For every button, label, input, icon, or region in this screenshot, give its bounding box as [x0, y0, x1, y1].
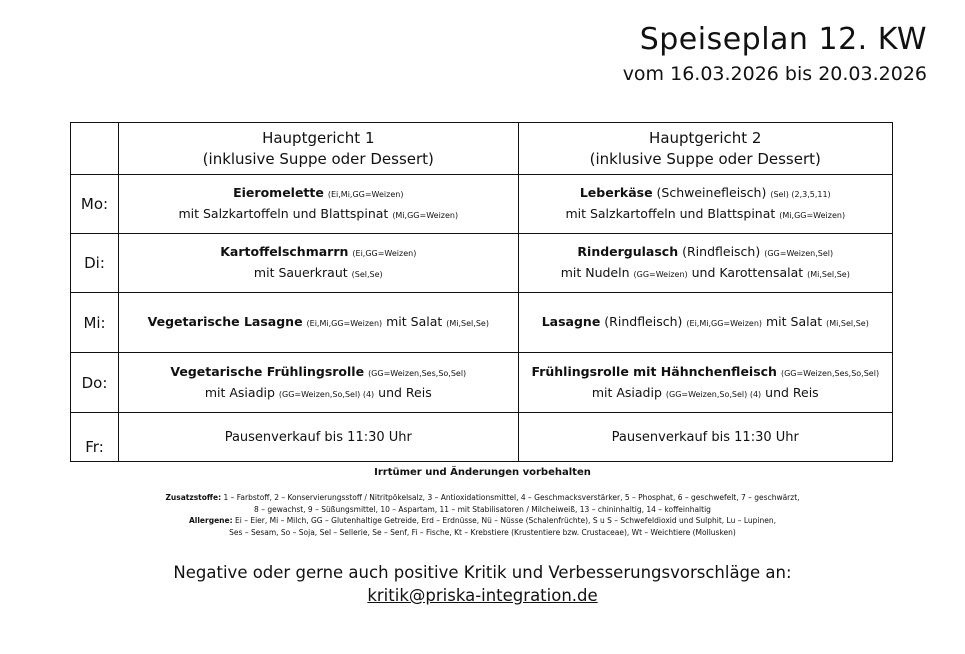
additives-label: Zusatzstoffe:	[165, 493, 222, 502]
allergen-tag: (Mi,GG=Weizen)	[392, 211, 459, 220]
dish-cell	[518, 293, 892, 353]
allergen-tag: (Mi,Sel,Se)	[826, 319, 869, 328]
allergens-text: Ei – Eier, Mi – Milch, GG – Glutenhaltige Getreide, Erd – Erdnüsse, Nü – Nüsse (Schalenfrüchte), S u S – Schwefeldioxid und Sulphit, Lu – Lupinen,	[235, 516, 777, 525]
date-range: vom 16.03.2026 bis 20.03.2026	[622, 63, 927, 85]
allergen-tag: (Mi,GG=Weizen)	[779, 211, 846, 220]
page-title: Speiseplan 12. KW	[639, 22, 927, 57]
main-dish-1-header	[119, 123, 518, 175]
dish-name: Lasagne	[541, 314, 601, 329]
header-sublabel: (inklusive Suppe oder Dessert)	[589, 149, 821, 168]
allergen-tag: (Ei,GG=Weizen)	[352, 249, 417, 258]
day-label: Mo:	[71, 175, 119, 234]
allergen-tag: (Mi,Sel,Se)	[446, 319, 489, 328]
side-dish: mit Nudeln	[560, 265, 630, 280]
break-sale-note: Pausenverkauf bis 11:30 Uhr	[611, 429, 799, 445]
allergen-tag: (Ei,Mi,GG=Weizen)	[327, 190, 404, 199]
table-header-row	[71, 123, 893, 175]
dish-name: Vegetarische Lasagne	[147, 314, 303, 329]
day-label: Di:	[71, 234, 119, 293]
header-label: Hauptgericht 1	[262, 128, 375, 147]
menu-table	[70, 122, 893, 462]
side-dish: mit Salat	[766, 314, 823, 329]
feedback-section	[0, 561, 965, 607]
table-row-friday	[71, 413, 893, 462]
table-row-monday	[71, 175, 893, 234]
dish-name: Rindergulasch	[577, 244, 679, 259]
side-dish: mit Salzkartoffeln und Blattspinat	[178, 206, 389, 221]
allergens-label: Allergene:	[188, 516, 233, 525]
meat-type: (Rindfleisch)	[682, 244, 761, 259]
side-dish: mit Asiadip	[591, 384, 662, 400]
day-label: Mi:	[71, 293, 119, 353]
break-sale-note: Pausenverkauf bis 11:30 Uhr	[224, 429, 412, 445]
dish-name: Frühlingsrolle mit Hähnchenfleisch	[531, 363, 777, 379]
side-dish: mit Asiadip	[204, 384, 275, 400]
side-dish: mit Sauerkraut	[253, 265, 348, 280]
table-row-tuesday	[71, 234, 893, 293]
table-row-thursday	[71, 353, 893, 413]
dish-cell	[119, 175, 518, 234]
allergen-tag: (Ei,Mi,GG=Weizen)	[686, 319, 763, 328]
meat-type: (Schweinefleisch)	[656, 185, 767, 200]
meat-type: (Rindfleisch)	[604, 314, 683, 329]
allergen-tag: (Ei,Mi,GG=Weizen)	[306, 319, 383, 328]
dish-cell	[518, 175, 892, 234]
additives-allergens-legend	[100, 492, 865, 538]
side-dish: mit Salzkartoffeln und Blattspinat	[565, 206, 776, 221]
dish-cell	[518, 353, 892, 413]
header-sublabel: (inklusive Suppe oder Dessert)	[202, 149, 434, 168]
allergen-tag: (GG=Weizen,So,Sel) (4)	[665, 389, 762, 399]
dish-cell	[119, 413, 518, 462]
dish-cell	[518, 234, 892, 293]
disclaimer: Irrtümer und Änderungen vorbehalten	[374, 467, 591, 478]
feedback-email-link[interactable]: kritik@priska-integration.de	[367, 586, 598, 605]
side-dish: und Karottensalat	[691, 265, 804, 280]
header-label: Hauptgericht 2	[649, 128, 762, 147]
table-row-wednesday	[71, 293, 893, 353]
dish-cell	[518, 413, 892, 462]
side-dish: und Reis	[765, 384, 819, 400]
dish-name: Leberkäse	[579, 185, 653, 200]
feedback-text: Negative oder gerne auch positive Kritik und Verbesserungsvorschläge an:	[173, 563, 792, 582]
dish-cell	[119, 293, 518, 353]
additives-text: 1 – Farbstoff, 2 – Konservierungsstoff / Nitritpökelsalz, 3 – Antioxidationsmittel, 4 – Geschmacksverstärker, 5 – Phosphat, 6 – geschwefelt, 7 – geschwärzt,	[223, 493, 800, 502]
allergen-tag: (GG=Weizen,Sel)	[764, 249, 834, 258]
main-dish-2-header	[518, 123, 892, 175]
dish-cell	[119, 353, 518, 413]
allergen-tag: (GG=Weizen)	[633, 270, 688, 279]
day-label: Fr:	[71, 413, 119, 462]
allergen-tag: (Mi,Sel,Se)	[807, 270, 850, 279]
day-header-cell	[71, 123, 119, 175]
dish-name: Kartoffelschmarrn	[220, 244, 349, 259]
allergens-text: Ses – Sesam, So – Soja, Sel – Sellerie, Se – Senf, Fi – Fische, Kt – Krebstiere (Krustentiere bzw. Crustaceae), Wt – Weichtiere (Mollusken)	[229, 527, 736, 537]
allergen-tag: (GG=Weizen,So,Sel) (4)	[278, 389, 375, 399]
additives-text: 8 – gewachst, 9 – Süßungsmittel, 10 – Aspartam, 11 – mit Stabilisatoren / Milcheiweiß, 13 – chininhaltig, 14 – koffeinhaltig	[254, 504, 711, 514]
allergen-tag: (GG=Weizen,Ses,So,Sel)	[780, 368, 880, 378]
dish-name: Eieromelette	[233, 185, 324, 200]
allergen-tag: (Sel,Se)	[351, 270, 383, 279]
allergen-tag: (Sel) (2,3,5,11)	[770, 190, 831, 199]
side-dish: mit Salat	[386, 314, 443, 329]
dish-name: Vegetarische Frühlingsrolle	[170, 363, 365, 379]
side-dish: und Reis	[378, 384, 432, 400]
dish-cell	[119, 234, 518, 293]
allergen-tag: (GG=Weizen,Ses,So,Sel)	[368, 368, 467, 378]
day-label: Do:	[71, 353, 119, 413]
